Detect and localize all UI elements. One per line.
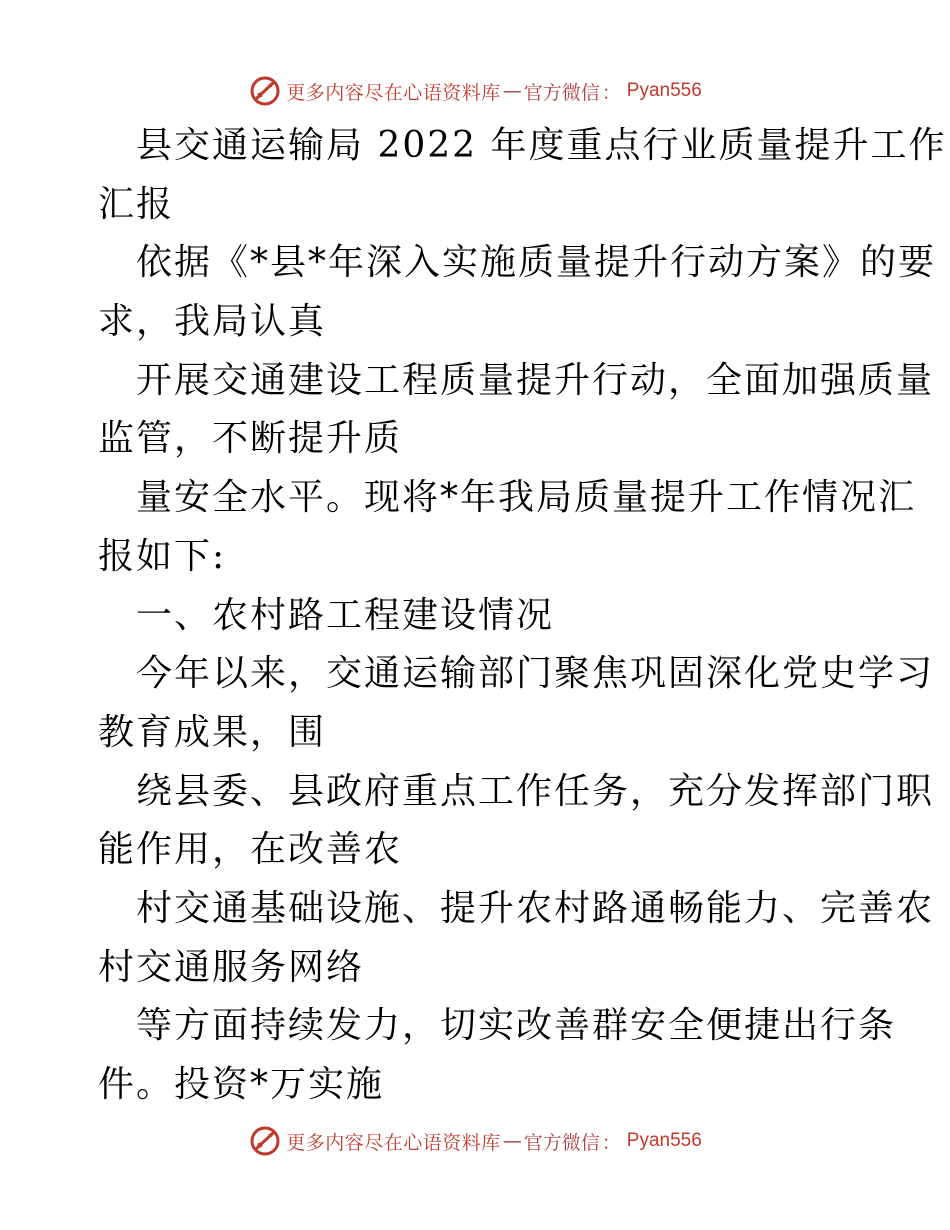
watermark-label: 官方微信 (523, 81, 600, 104)
watermark-separator: — (502, 80, 522, 102)
brand-logo-icon (248, 1124, 282, 1158)
document-line: 县交通运输局 2022 年度重点行业质量提升工作 (136, 125, 947, 166)
brand-logo-icon (248, 74, 282, 108)
document-line: 教育成果，围 (98, 711, 327, 753)
document-line: 监管，不断提升质 (98, 418, 403, 460)
footer-watermark (0, 1121, 950, 1161)
document-line: 汇报 (98, 183, 175, 225)
watermark-separator: — (502, 1130, 522, 1152)
document-line: 开展交通建设工程质量提升行动，全面加强质量 (136, 359, 935, 401)
document-line: 量安全水平。现将*年我局质量提升工作情况汇 (136, 477, 917, 519)
document-line: 村交通基础设施、提升农村路通畅能力、完善农 (136, 887, 935, 929)
document-line: 今年以来，交通运输部门聚焦巩固深化党史学习 (136, 653, 935, 695)
watermark-wechat-id: Pyan556 (626, 80, 702, 101)
document-line: 依据《*县*年深入实施质量提升行动方案》的要 (136, 242, 937, 284)
document-line: 报如下: (98, 535, 227, 577)
watermark-colon: ： (601, 81, 621, 104)
watermark-label: 官方微信 (523, 1131, 600, 1154)
watermark-colon: ： (601, 1131, 621, 1154)
document-line: 村交通服务网络 (98, 946, 365, 988)
document-line: 绕县委、县政府重点工作任务，充分发挥部门职 (136, 770, 935, 812)
document-line: 等方面持续发力，切实改善群安全便捷出行条 (136, 1005, 897, 1047)
watermark-wechat-id: Pyan556 (626, 1130, 702, 1151)
document-line: 求，我局认真 (98, 301, 327, 343)
header-watermark (0, 71, 950, 111)
section-heading: 一、农村路工程建设情况 (136, 594, 555, 636)
watermark-brand-text: 更多内容尽在心语资料库 (286, 81, 501, 104)
document-body (98, 117, 947, 1115)
document-line: 能作用，在改善农 (98, 829, 403, 871)
document-line: 件。投资*万实施 (98, 1064, 385, 1105)
watermark-brand-text: 更多内容尽在心语资料库 (286, 1131, 501, 1154)
